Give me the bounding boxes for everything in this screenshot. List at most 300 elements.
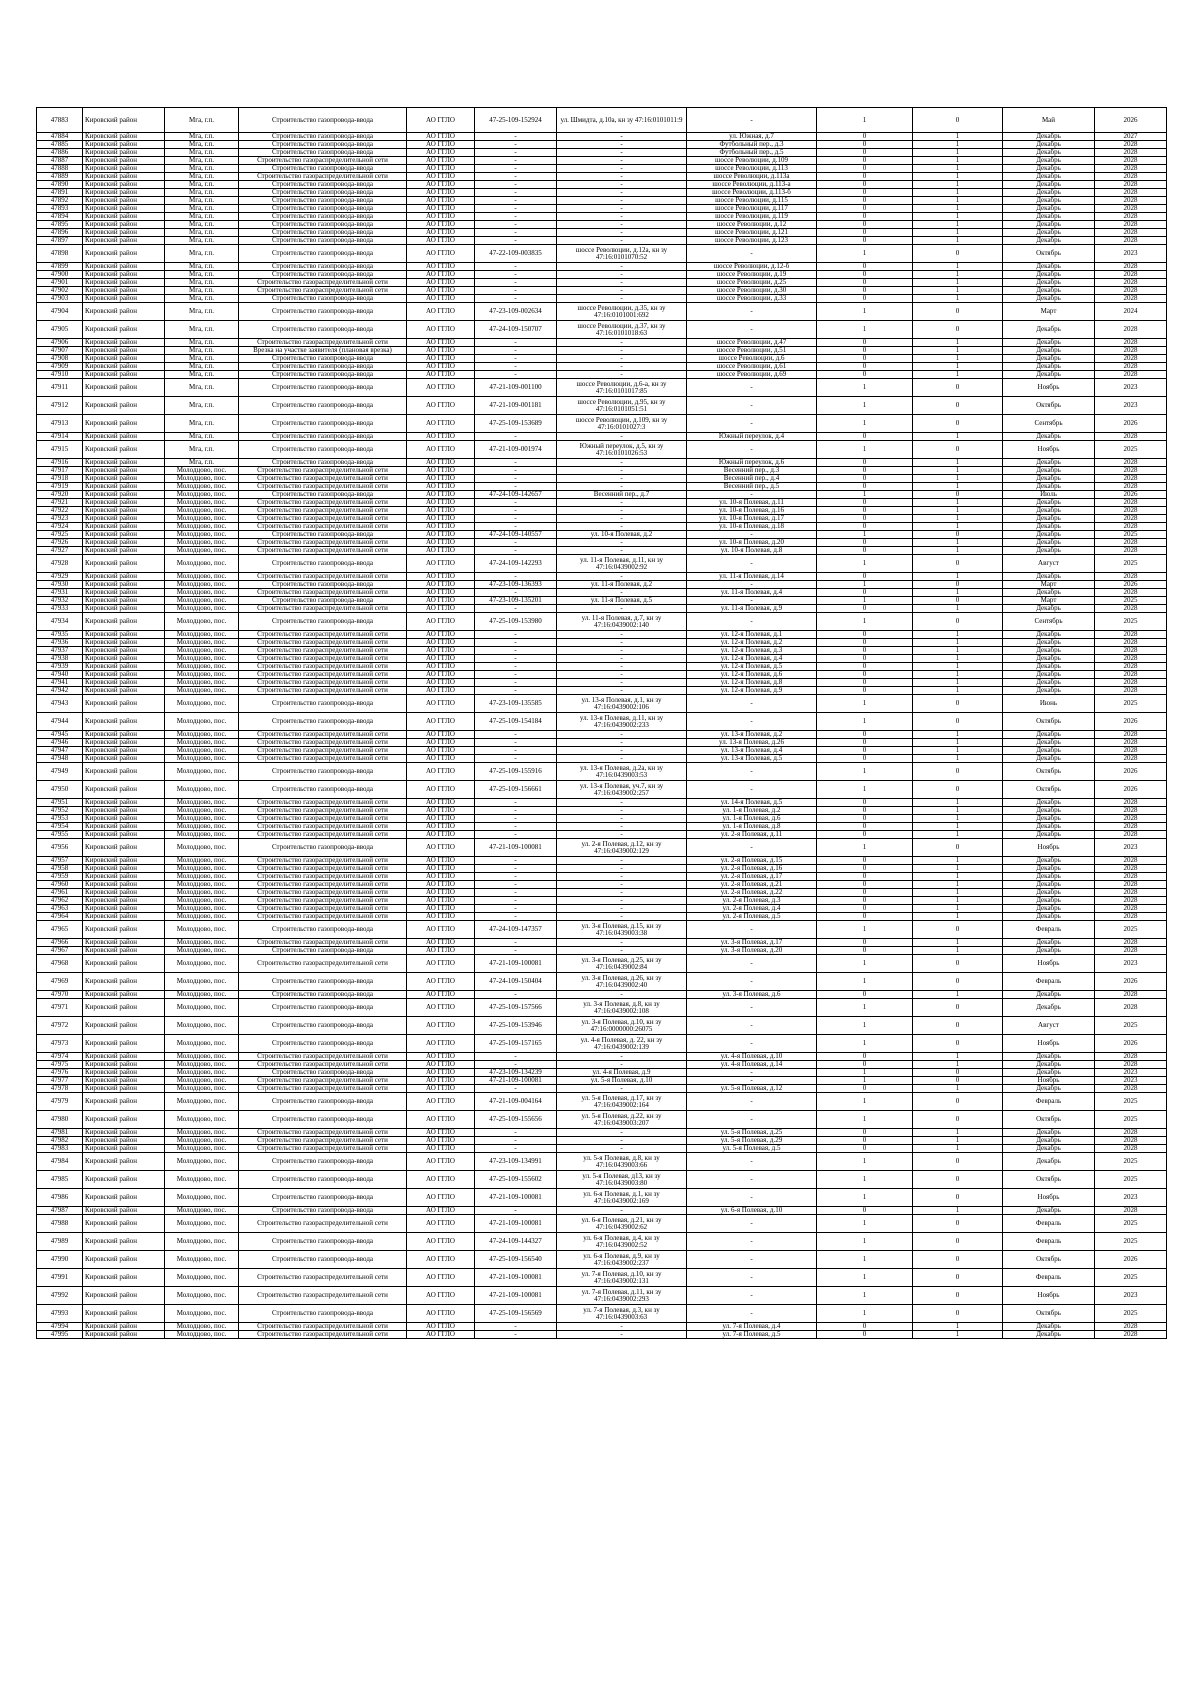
cell-month: Февраль	[1003, 921, 1095, 939]
cell-count-a: 0	[817, 279, 913, 287]
cell-address-with-cadastre: -	[557, 647, 687, 655]
cell-work-type: Строительство газораспределительной сети	[239, 573, 407, 581]
cell-address-with-cadastre: ул. 11-я Полевая, д.11, кн зу 47:16:0439002:92	[557, 555, 687, 573]
cell-count-b: 1	[913, 547, 1003, 555]
cell-year: 2028	[1095, 881, 1167, 889]
cell-count-a: 0	[817, 755, 913, 763]
cell-count-a: 0	[817, 823, 913, 831]
cell-work-type: Строительство газораспределительной сети	[239, 1061, 407, 1069]
cell-settlement: Молодцово, пос.	[165, 1323, 239, 1331]
cell-count-b: 0	[913, 1233, 1003, 1251]
cell-month: Декабрь	[1003, 1145, 1095, 1153]
cell-district: Кировский район	[83, 459, 165, 467]
cell-count-b: 0	[913, 321, 1003, 339]
cell-address: шоссе Революции, д.123	[687, 237, 817, 245]
cell-month: Декабрь	[1003, 1153, 1095, 1171]
cell-settlement: Молодцово, пос.	[165, 999, 239, 1017]
cell-district: Кировский район	[83, 1207, 165, 1215]
cell-row-number: 47974	[37, 1053, 83, 1061]
cell-work-type: Строительство газопровода-ввода	[239, 973, 407, 991]
table-row	[37, 515, 1167, 523]
cell-address: -	[687, 1069, 817, 1077]
cell-application-number: -	[475, 755, 557, 763]
cell-year: 2028	[1095, 679, 1167, 687]
cell-operator: АО ГГЛО	[407, 1233, 475, 1251]
cell-operator: АО ГГЛО	[407, 831, 475, 839]
cell-settlement: Молодцово, пос.	[165, 991, 239, 999]
cell-settlement: Молодцово, пос.	[165, 467, 239, 475]
cell-address-with-cadastre: -	[557, 141, 687, 149]
cell-address-with-cadastre: ул. 6-я Полевая, д.1, кн зу 47:16:0439002:169	[557, 1189, 687, 1207]
cell-address-with-cadastre: -	[557, 523, 687, 531]
table-row	[37, 839, 1167, 857]
cell-application-number: -	[475, 141, 557, 149]
cell-operator: АО ГГЛО	[407, 631, 475, 639]
cell-district: Кировский район	[83, 731, 165, 739]
cell-work-type: Строительство газораспределительной сети	[239, 483, 407, 491]
cell-count-a: 0	[817, 897, 913, 905]
cell-count-a: 0	[817, 655, 913, 663]
cell-month: Декабрь	[1003, 205, 1095, 213]
table-row	[37, 1035, 1167, 1053]
cell-count-a: 0	[817, 295, 913, 303]
cell-row-number: 47910	[37, 371, 83, 379]
cell-operator: АО ГГЛО	[407, 507, 475, 515]
cell-address: шоссе Революции, д.61	[687, 363, 817, 371]
cell-district: Кировский район	[83, 1331, 165, 1339]
cell-district: Кировский район	[83, 605, 165, 613]
cell-operator: АО ГГЛО	[407, 303, 475, 321]
cell-district: Кировский район	[83, 133, 165, 141]
cell-settlement: Мга, г.п.	[165, 271, 239, 279]
cell-address-with-cadastre: шоссе Революции, д.95, кн зу 47:16:0101051:51	[557, 397, 687, 415]
cell-operator: АО ГГЛО	[407, 397, 475, 415]
cell-row-number: 47942	[37, 687, 83, 695]
cell-work-type: Строительство газораспределительной сети	[239, 631, 407, 639]
cell-operator: АО ГГЛО	[407, 955, 475, 973]
cell-address-with-cadastre: -	[557, 889, 687, 897]
table-row	[37, 339, 1167, 347]
cell-row-number: 47969	[37, 973, 83, 991]
cell-work-type: Строительство газораспределительной сети	[239, 339, 407, 347]
cell-address: -	[687, 695, 817, 713]
cell-address: ул. 12-я Полевая, д.9	[687, 687, 817, 695]
cell-application-number: -	[475, 815, 557, 823]
cell-year: 2028	[1095, 355, 1167, 363]
cell-month: Октябрь	[1003, 1251, 1095, 1269]
table-row	[37, 747, 1167, 755]
cell-count-b: 1	[913, 1137, 1003, 1145]
cell-work-type: Строительство газораспределительной сети	[239, 913, 407, 921]
cell-month: Декабрь	[1003, 1207, 1095, 1215]
cell-district: Кировский район	[83, 237, 165, 245]
cell-count-b: 1	[913, 881, 1003, 889]
cell-address: -	[687, 921, 817, 939]
cell-month: Декабрь	[1003, 1331, 1095, 1339]
cell-operator: АО ГГЛО	[407, 1153, 475, 1171]
cell-row-number: 47945	[37, 731, 83, 739]
cell-year: 2024	[1095, 303, 1167, 321]
cell-month: Декабрь	[1003, 263, 1095, 271]
cell-operator: АО ГГЛО	[407, 531, 475, 539]
cell-year: 2028	[1095, 1129, 1167, 1137]
cell-address: шоссе Революции, д.109	[687, 157, 817, 165]
cell-row-number: 47914	[37, 433, 83, 441]
cell-count-a: 0	[817, 857, 913, 865]
cell-month: Декабрь	[1003, 523, 1095, 531]
table-row	[37, 1233, 1167, 1251]
cell-address-with-cadastre: шоссе Революции, д.35, кн зу 47:16:0101001:692	[557, 303, 687, 321]
cell-row-number: 47967	[37, 947, 83, 955]
cell-count-a: 1	[817, 491, 913, 499]
cell-address: -	[687, 613, 817, 631]
cell-count-b: 1	[913, 663, 1003, 671]
cell-count-b: 1	[913, 339, 1003, 347]
cell-count-b: 1	[913, 1207, 1003, 1215]
cell-operator: АО ГГЛО	[407, 173, 475, 181]
cell-count-b: 1	[913, 499, 1003, 507]
cell-district: Кировский район	[83, 1017, 165, 1035]
cell-count-b: 1	[913, 173, 1003, 181]
cell-operator: АО ГГЛО	[407, 197, 475, 205]
cell-count-a: 0	[817, 739, 913, 747]
cell-count-a: 0	[817, 905, 913, 913]
cell-address-with-cadastre: ул. 5-я Полевая, д.17, кн зу 47:16:0439002:164	[557, 1093, 687, 1111]
cell-row-number: 47897	[37, 237, 83, 245]
table-row	[37, 149, 1167, 157]
cell-settlement: Молодцово, пос.	[165, 631, 239, 639]
cell-row-number: 47975	[37, 1061, 83, 1069]
cell-work-type: Врезка на участке заявителя (плановая врезка)	[239, 347, 407, 355]
cell-year: 2026	[1095, 491, 1167, 499]
cell-work-type: Строительство газораспределительной сети	[239, 1129, 407, 1137]
table-row	[37, 1323, 1167, 1331]
cell-row-number: 47960	[37, 881, 83, 889]
cell-work-type: Строительство газораспределительной сети	[239, 605, 407, 613]
cell-count-a: 1	[817, 1035, 913, 1053]
cell-count-b: 0	[913, 1171, 1003, 1189]
cell-application-number: -	[475, 857, 557, 865]
cell-address: шоссе Революции, д.115	[687, 197, 817, 205]
cell-settlement: Молодцово, пос.	[165, 1035, 239, 1053]
cell-year: 2028	[1095, 873, 1167, 881]
cell-count-a: 0	[817, 507, 913, 515]
cell-address-with-cadastre: шоссе Революции, д.37, кн зу 47:16:0101018:63	[557, 321, 687, 339]
cell-count-b: 1	[913, 433, 1003, 441]
cell-count-b: 1	[913, 149, 1003, 157]
cell-address-with-cadastre: -	[557, 655, 687, 663]
cell-application-number: 47-24-109-150707	[475, 321, 557, 339]
cell-address-with-cadastre: -	[557, 213, 687, 221]
cell-row-number: 47970	[37, 991, 83, 999]
cell-district: Кировский район	[83, 213, 165, 221]
cell-application-number: 47-25-109-157165	[475, 1035, 557, 1053]
cell-year: 2028	[1095, 213, 1167, 221]
cell-row-number: 47893	[37, 205, 83, 213]
cell-year: 2028	[1095, 687, 1167, 695]
cell-count-a: 0	[817, 1129, 913, 1137]
cell-row-number: 47885	[37, 141, 83, 149]
cell-district: Кировский район	[83, 339, 165, 347]
cell-application-number: -	[475, 631, 557, 639]
cell-count-b: 0	[913, 1189, 1003, 1207]
cell-work-type: Строительство газопровода-ввода	[239, 213, 407, 221]
cell-month: Март	[1003, 581, 1095, 589]
cell-settlement: Молодцово, пос.	[165, 905, 239, 913]
cell-settlement: Молодцово, пос.	[165, 1207, 239, 1215]
cell-row-number: 47920	[37, 491, 83, 499]
cell-month: Декабрь	[1003, 823, 1095, 831]
cell-work-type: Строительство газораспределительной сети	[239, 499, 407, 507]
cell-year: 2028	[1095, 999, 1167, 1017]
table-row	[37, 459, 1167, 467]
cell-district: Кировский район	[83, 1153, 165, 1171]
cell-work-type: Строительство газопровода-ввода	[239, 1111, 407, 1129]
cell-application-number: 47-21-109-001100	[475, 379, 557, 397]
cell-row-number: 47943	[37, 695, 83, 713]
cell-settlement: Молодцово, пос.	[165, 491, 239, 499]
cell-operator: АО ГГЛО	[407, 279, 475, 287]
cell-year: 2028	[1095, 515, 1167, 523]
cell-row-number: 47928	[37, 555, 83, 573]
cell-application-number: -	[475, 547, 557, 555]
cell-row-number: 47906	[37, 339, 83, 347]
cell-district: Кировский район	[83, 245, 165, 263]
cell-work-type: Строительство газопровода-ввода	[239, 1035, 407, 1053]
cell-address: -	[687, 1269, 817, 1287]
cell-row-number: 47971	[37, 999, 83, 1017]
cell-settlement: Мга, г.п.	[165, 371, 239, 379]
cell-address-with-cadastre: -	[557, 663, 687, 671]
cell-operator: АО ГГЛО	[407, 475, 475, 483]
cell-row-number: 47994	[37, 1323, 83, 1331]
cell-row-number: 47985	[37, 1171, 83, 1189]
cell-count-b: 0	[913, 581, 1003, 589]
cell-application-number: 47-25-109-156661	[475, 781, 557, 799]
cell-settlement: Молодцово, пос.	[165, 815, 239, 823]
table-row	[37, 1145, 1167, 1153]
cell-count-a: 0	[817, 133, 913, 141]
cell-row-number: 47995	[37, 1331, 83, 1339]
cell-address-with-cadastre: -	[557, 363, 687, 371]
cell-address-with-cadastre: -	[557, 339, 687, 347]
cell-month: Декабрь	[1003, 165, 1095, 173]
cell-settlement: Мга, г.п.	[165, 165, 239, 173]
cell-address: шоссе Революции, д.47	[687, 339, 817, 347]
cell-settlement: Молодцово, пос.	[165, 581, 239, 589]
cell-count-a: 1	[817, 1215, 913, 1233]
cell-address-with-cadastre: Весенний пер., д.7	[557, 491, 687, 499]
cell-district: Кировский район	[83, 589, 165, 597]
cell-count-b: 0	[913, 695, 1003, 713]
cell-address: ул. 2-я Полевая, д.11	[687, 831, 817, 839]
cell-count-b: 1	[913, 363, 1003, 371]
table-row	[37, 1053, 1167, 1061]
cell-work-type: Строительство газораспределительной сети	[239, 507, 407, 515]
cell-work-type: Строительство газораспределительной сети	[239, 475, 407, 483]
cell-row-number: 47930	[37, 581, 83, 589]
cell-address-with-cadastre: -	[557, 539, 687, 547]
cell-year: 2028	[1095, 523, 1167, 531]
cell-address-with-cadastre: -	[557, 1053, 687, 1061]
cell-year: 2028	[1095, 371, 1167, 379]
cell-month: Октябрь	[1003, 245, 1095, 263]
cell-month: Декабрь	[1003, 807, 1095, 815]
cell-year: 2028	[1095, 287, 1167, 295]
cell-row-number: 47883	[37, 108, 83, 133]
cell-address-with-cadastre: -	[557, 287, 687, 295]
cell-year: 2026	[1095, 1251, 1167, 1269]
cell-count-a: 1	[817, 415, 913, 433]
cell-count-a: 0	[817, 889, 913, 897]
table-row	[37, 555, 1167, 573]
cell-operator: АО ГГЛО	[407, 679, 475, 687]
cell-month: Декабрь	[1003, 999, 1095, 1017]
cell-work-type: Строительство газопровода-ввода	[239, 141, 407, 149]
cell-application-number: 47-25-109-156540	[475, 1251, 557, 1269]
cell-month: Декабрь	[1003, 631, 1095, 639]
cell-work-type: Строительство газопровода-ввода	[239, 1207, 407, 1215]
cell-work-type: Строительство газопровода-ввода	[239, 531, 407, 539]
cell-settlement: Молодцово, пос.	[165, 523, 239, 531]
cell-address: ул. 10-я Полевая, д.16	[687, 507, 817, 515]
cell-month: Декабрь	[1003, 197, 1095, 205]
cell-operator: АО ГГЛО	[407, 165, 475, 173]
cell-address: -	[687, 1077, 817, 1085]
cell-address: ул. 11-я Полевая, д.14	[687, 573, 817, 581]
cell-district: Кировский район	[83, 1069, 165, 1077]
table-row	[37, 433, 1167, 441]
cell-operator: АО ГГЛО	[407, 1061, 475, 1069]
cell-month: Ноябрь	[1003, 441, 1095, 459]
cell-address: ул. 6-я Полевая, д.10	[687, 1207, 817, 1215]
cell-address-with-cadastre: ул. 3-я Полевая, д.25, кн зу 47:16:0439002:84	[557, 955, 687, 973]
cell-district: Кировский район	[83, 108, 165, 133]
cell-row-number: 47894	[37, 213, 83, 221]
table-row	[37, 271, 1167, 279]
cell-count-b: 1	[913, 831, 1003, 839]
cell-address: Весенний пер., д.4	[687, 475, 817, 483]
cell-address-with-cadastre: -	[557, 229, 687, 237]
cell-year: 2028	[1095, 507, 1167, 515]
cell-operator: АО ГГЛО	[407, 108, 475, 133]
cell-address: -	[687, 1233, 817, 1251]
cell-address: ул. 12-я Полевая, д.1	[687, 631, 817, 639]
cell-address-with-cadastre: ул. 5-я Полевая, д.10	[557, 1077, 687, 1085]
cell-row-number: 47980	[37, 1111, 83, 1129]
cell-settlement: Молодцово, пос.	[165, 507, 239, 515]
cell-row-number: 47908	[37, 355, 83, 363]
cell-month: Ноябрь	[1003, 839, 1095, 857]
cell-address: -	[687, 555, 817, 573]
cell-month: Декабрь	[1003, 739, 1095, 747]
cell-district: Кировский район	[83, 573, 165, 581]
cell-address: ул. 5-я Полевая, д.25	[687, 1129, 817, 1137]
cell-work-type: Строительство газораспределительной сети	[239, 663, 407, 671]
table-row	[37, 363, 1167, 371]
table-row	[37, 815, 1167, 823]
cell-month: Декабрь	[1003, 531, 1095, 539]
cell-count-b: 0	[913, 781, 1003, 799]
cell-row-number: 47886	[37, 149, 83, 157]
cell-work-type: Строительство газораспределительной сети	[239, 823, 407, 831]
cell-address-with-cadastre: -	[557, 939, 687, 947]
cell-district: Кировский район	[83, 663, 165, 671]
cell-year: 2028	[1095, 663, 1167, 671]
cell-year: 2028	[1095, 149, 1167, 157]
cell-settlement: Мга, г.п.	[165, 433, 239, 441]
cell-year: 2028	[1095, 1137, 1167, 1145]
table-row	[37, 397, 1167, 415]
cell-month: Декабрь	[1003, 237, 1095, 245]
cell-address: ул. 7-я Полевая, д.5	[687, 1331, 817, 1339]
cell-operator: АО ГГЛО	[407, 581, 475, 589]
cell-district: Кировский район	[83, 807, 165, 815]
cell-operator: АО ГГЛО	[407, 181, 475, 189]
cell-year: 2028	[1095, 339, 1167, 347]
cell-count-a: 1	[817, 1233, 913, 1251]
cell-count-b: 0	[913, 597, 1003, 605]
cell-row-number: 47991	[37, 1269, 83, 1287]
cell-count-b: 0	[913, 531, 1003, 539]
cell-address: -	[687, 1305, 817, 1323]
cell-district: Кировский район	[83, 197, 165, 205]
cell-month: Декабрь	[1003, 547, 1095, 555]
cell-year: 2028	[1095, 897, 1167, 905]
cell-count-a: 1	[817, 1269, 913, 1287]
cell-settlement: Молодцово, пос.	[165, 597, 239, 605]
cell-count-b: 1	[913, 631, 1003, 639]
cell-count-b: 1	[913, 1145, 1003, 1153]
cell-district: Кировский район	[83, 947, 165, 955]
cell-district: Кировский район	[83, 1085, 165, 1093]
cell-month: Декабрь	[1003, 229, 1095, 237]
cell-application-number: -	[475, 881, 557, 889]
cell-count-a: 0	[817, 213, 913, 221]
cell-application-number: -	[475, 339, 557, 347]
cell-address: ул. 10-я Полевая, д.20	[687, 539, 817, 547]
cell-address: -	[687, 973, 817, 991]
cell-application-number: -	[475, 739, 557, 747]
cell-settlement: Молодцово, пос.	[165, 823, 239, 831]
cell-address: -	[687, 1287, 817, 1305]
cell-row-number: 47944	[37, 713, 83, 731]
cell-year: 2028	[1095, 655, 1167, 663]
cell-district: Кировский район	[83, 379, 165, 397]
table-row	[37, 831, 1167, 839]
cell-year: 2028	[1095, 807, 1167, 815]
cell-address-with-cadastre: -	[557, 815, 687, 823]
cell-application-number: 47-25-109-156569	[475, 1305, 557, 1323]
cell-application-number: -	[475, 1323, 557, 1331]
cell-year: 2028	[1095, 197, 1167, 205]
cell-address: -	[687, 1111, 817, 1129]
cell-address: -	[687, 531, 817, 539]
cell-row-number: 47939	[37, 663, 83, 671]
cell-application-number: -	[475, 467, 557, 475]
cell-address: ул. 12-я Полевая, д.6	[687, 671, 817, 679]
cell-application-number: -	[475, 363, 557, 371]
cell-address-with-cadastre: -	[557, 221, 687, 229]
table-row	[37, 491, 1167, 499]
table-row	[37, 295, 1167, 303]
cell-settlement: Мга, г.п.	[165, 339, 239, 347]
cell-row-number: 47973	[37, 1035, 83, 1053]
cell-row-number: 47962	[37, 897, 83, 905]
cell-settlement: Молодцово, пос.	[165, 1129, 239, 1137]
cell-district: Кировский район	[83, 889, 165, 897]
cell-address: ул. 1-я Полевая, д.8	[687, 823, 817, 831]
